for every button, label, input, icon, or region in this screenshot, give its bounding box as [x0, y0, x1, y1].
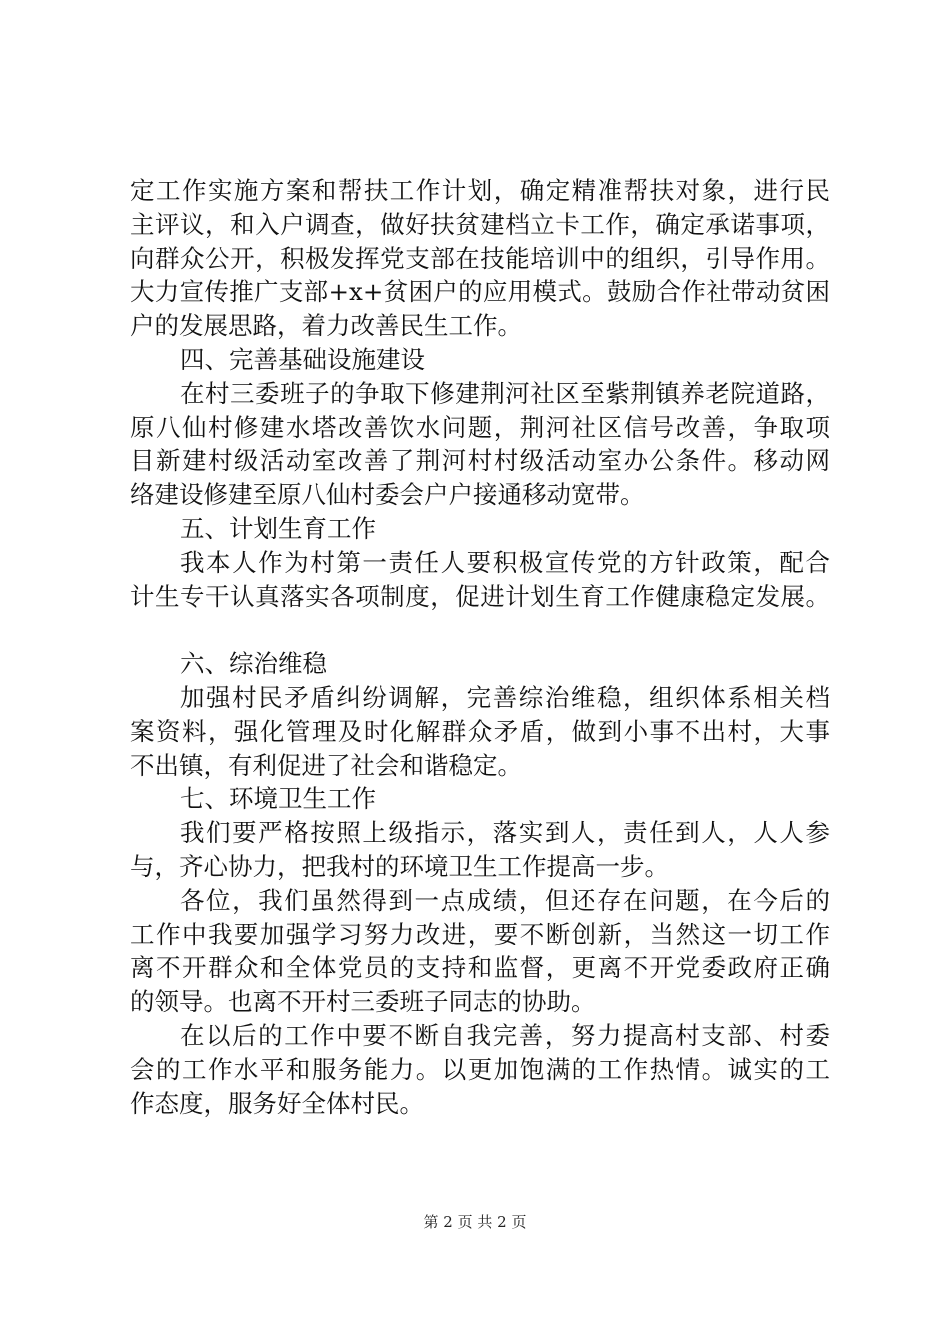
- text-line: 各位，我们虽然得到一点成绩，但还存在问题，在今后的: [180, 885, 830, 915]
- text-line: 案资料，强化管理及时化解群众矛盾，做到小事不出村，大事: [130, 716, 830, 746]
- text-line: 离不开群众和全体党员的支持和监督，更离不开党委政府正确: [130, 953, 830, 983]
- section-heading: 七、环境卫生工作: [180, 784, 376, 814]
- text-line: 工作中我要加强学习努力改进，要不断创新，当然这一切工作: [130, 919, 830, 949]
- text-line: 作态度，服务好全体村民。: [130, 1088, 424, 1118]
- text-line: 原八仙村修建水塔改善饮水问题，荆河社区信号改善，争取项: [130, 412, 830, 442]
- blank-line: [130, 613, 830, 647]
- text-line: 主评议，和入户调查，做好扶贫建档立卡工作，确定承诺事项，: [130, 209, 830, 239]
- text-line: 大力宣传推广支部+x+贫困户的应用模式。鼓励合作社带动贫困: [130, 277, 830, 307]
- text-line: 我们要严格按照上级指示，落实到人，责任到人，人人参: [180, 818, 830, 848]
- page-footer: 第 2 页 共 2 页: [423, 1213, 527, 1231]
- text-line: 的领导。也离不开村三委班子同志的协助。: [130, 987, 596, 1017]
- section-heading: 五、计划生育工作: [180, 513, 376, 543]
- text-line: 络建设修建至原八仙村委会户户接通移动宽带。: [130, 480, 645, 510]
- text-line: 计生专干认真落实各项制度，促进计划生育工作健康稳定发展。: [130, 581, 830, 611]
- text-line: 在以后的工作中要不断自我完善，努力提高村支部、村委: [180, 1020, 830, 1050]
- text-line: 与，齐心协力，把我村的环境卫生工作提高一步。: [130, 851, 669, 881]
- section-heading: 六、综治维稳: [180, 649, 327, 679]
- text-line: 目新建村级活动室改善了荆河村村级活动室办公条件。移动网: [130, 446, 830, 476]
- text-line: 户的发展思路，着力改善民生工作。: [130, 311, 522, 341]
- text-line: 在村三委班子的争取下修建荆河社区至紫荆镇养老院道路，: [180, 378, 830, 408]
- document-body: [130, 174, 830, 1120]
- text-line: 定工作实施方案和帮扶工作计划，确定精准帮扶对象，进行民: [130, 176, 830, 205]
- text-line: 加强村民矛盾纠纷调解，完善综治维稳，组织体系相关档: [180, 682, 830, 712]
- text-line: 我本人作为村第一责任人要积极宣传党的方针政策，配合: [180, 547, 830, 577]
- text-line: 向群众公开，积极发挥党支部在技能培训中的组织，引导作用。: [130, 243, 830, 273]
- section-heading: 四、完善基础设施建设: [180, 344, 425, 374]
- text-line: 不出镇，有利促进了社会和谐稳定。: [130, 750, 522, 780]
- text-line: 会的工作水平和服务能力。以更加饱满的工作热情。诚实的工: [130, 1054, 830, 1084]
